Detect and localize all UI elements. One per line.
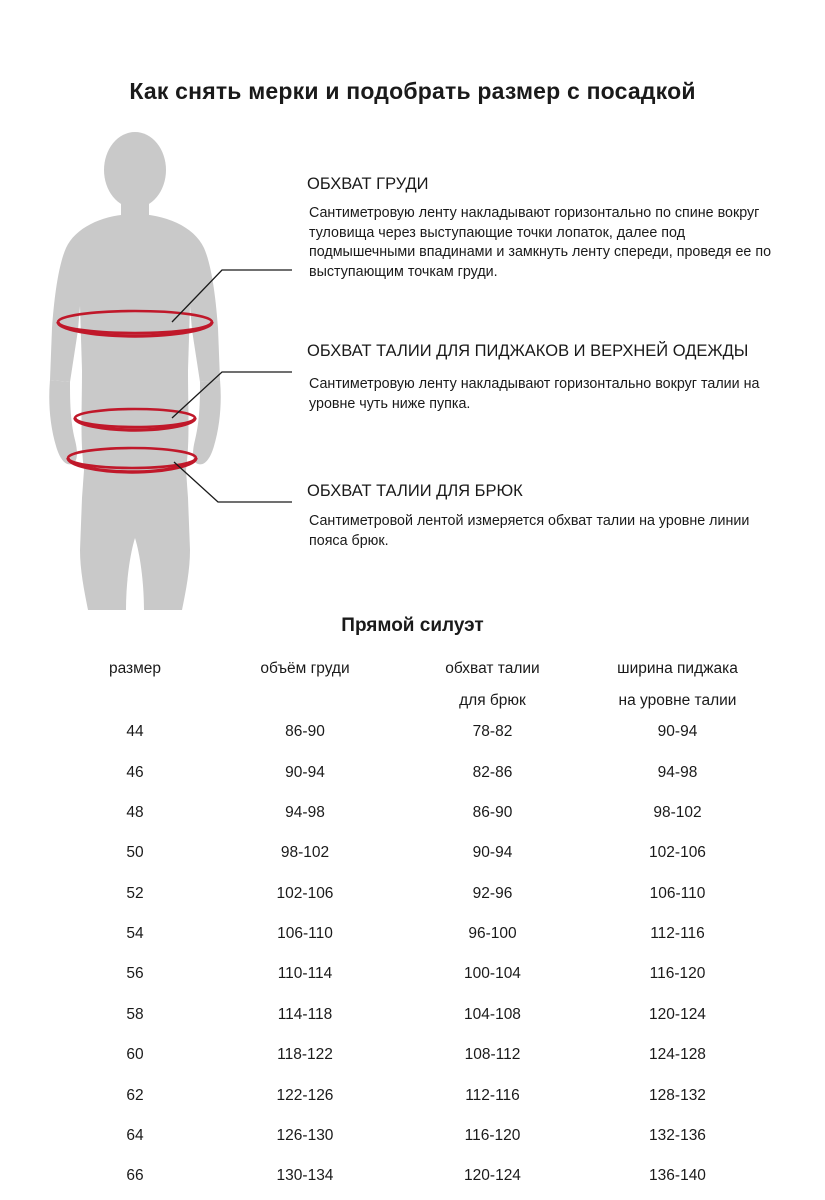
table-row (60, 712, 770, 752)
cell-waist: 120-124 (464, 1167, 521, 1185)
leader-line-trousers-waist (174, 462, 292, 502)
page-title: Как снять мерки и подобрать размер с посадкой (129, 78, 696, 104)
column-header-size (60, 660, 210, 712)
cell-jacket-width: 120-124 (649, 1005, 706, 1023)
cell-size: 48 (126, 803, 144, 821)
cell-chest: 130-134 (276, 1167, 334, 1185)
cell-jacket-width: 106-110 (649, 884, 706, 902)
column-header-jacket-width-sub: на уровне талии (618, 692, 737, 709)
cell-jacket-width: 98-102 (653, 803, 702, 821)
table-row (60, 1156, 770, 1196)
cell-chest: 86-90 (285, 723, 325, 741)
cell-chest: 114-118 (277, 1005, 333, 1023)
table-row (60, 793, 770, 833)
cell-waist: 116-120 (464, 1126, 521, 1144)
cell-size: 66 (126, 1167, 144, 1185)
cell-chest: 94-98 (285, 803, 325, 821)
size-table (60, 660, 770, 1197)
measurement-heading-trousers-waist: ОБХВАТ ТАЛИИ ДЛЯ БРЮК (307, 482, 523, 500)
cell-jacket-width: 112-116 (650, 925, 705, 943)
table-row (60, 914, 770, 954)
cell-size: 60 (126, 1046, 144, 1064)
cell-waist: 104-108 (464, 1005, 521, 1023)
measurement-text-trousers-waist: Сантиметровой лентой измеряется обхват талии на уровне линии пояса брюк. (309, 513, 750, 549)
table-row (60, 1075, 770, 1115)
cell-jacket-width: 90-94 (657, 723, 698, 741)
table-header-row (60, 660, 770, 712)
cell-size: 46 (126, 763, 144, 781)
cell-jacket-width: 102-106 (649, 844, 706, 862)
column-header-size-main: размер (108, 660, 162, 677)
column-header-chest-main: объём груди (260, 660, 350, 677)
cell-size: 62 (126, 1086, 144, 1104)
cell-size: 56 (126, 965, 144, 983)
cell-waist: 92-96 (472, 884, 513, 902)
table-caption: Прямой силуэт (341, 615, 484, 636)
measurement-heading-jacket-waist: ОБХВАТ ТАЛИИ ДЛЯ ПИДЖАКОВ И ВЕРХНЕЙ ОДЕЖДЫ (307, 342, 749, 360)
column-header-chest (210, 660, 400, 712)
cell-jacket-width: 128-132 (649, 1086, 706, 1104)
measurement-text-jacket-waist: Сантиметровую ленту накладывают горизонтально вокруг талии на уровне чуть ниже пупка. (309, 376, 760, 412)
cell-chest: 98-102 (280, 844, 330, 862)
cell-waist: 90-94 (472, 844, 513, 862)
cell-chest: 126-130 (276, 1126, 334, 1144)
body-silhouette (49, 132, 221, 610)
cell-size: 52 (126, 884, 144, 902)
cell-jacket-width: 132-136 (649, 1126, 706, 1144)
cell-size: 50 (126, 844, 144, 862)
measurement-text-chest: Сантиметровую ленту накладывают горизонтально по спине вокруг туловища через выступающие точки лопаток, далее под подмышечными впадинами и замкнуть ленту спереди, проведя ее по выступающим точкам груди. (309, 205, 772, 280)
cell-waist: 96-100 (468, 925, 517, 943)
cell-size: 44 (126, 723, 144, 741)
column-header-waist (400, 660, 585, 712)
column-header-waist-main: обхват талии (445, 660, 540, 677)
cell-jacket-width: 94-98 (657, 763, 698, 781)
cell-waist: 100-104 (464, 965, 521, 983)
cell-size: 64 (126, 1126, 144, 1144)
table-row (60, 1035, 770, 1075)
cell-waist: 78-82 (472, 723, 513, 741)
column-header-waist-sub: для брюк (459, 692, 526, 709)
cell-jacket-width: 124-128 (649, 1046, 706, 1064)
cell-chest: 110-114 (277, 965, 333, 983)
table-row (60, 1116, 770, 1156)
body-figure-illustration (22, 130, 292, 610)
table-row (60, 833, 770, 873)
cell-size: 58 (126, 1005, 144, 1023)
cell-jacket-width: 136-140 (649, 1167, 706, 1185)
table-row (60, 995, 770, 1035)
table-row (60, 954, 770, 994)
cell-waist: 86-90 (472, 803, 513, 821)
cell-chest: 122-126 (276, 1086, 334, 1104)
column-header-jacket-width-main: ширина пиджака (617, 660, 738, 677)
cell-chest: 106-110 (277, 925, 333, 943)
cell-chest: 90-94 (285, 763, 325, 781)
column-header-jacket-width (585, 660, 770, 712)
size-table-body (60, 712, 770, 1197)
table-row (60, 752, 770, 792)
cell-waist: 112-116 (465, 1086, 520, 1104)
cell-jacket-width: 116-120 (649, 965, 706, 983)
cell-chest: 102-106 (276, 884, 334, 902)
table-row (60, 874, 770, 914)
leader-line-jacket-waist (172, 372, 292, 418)
cell-waist: 108-112 (464, 1046, 521, 1064)
cell-chest: 118-122 (277, 1046, 333, 1064)
measurement-heading-chest: ОБХВАТ ГРУДИ (307, 175, 429, 193)
cell-size: 54 (126, 925, 144, 943)
cell-waist: 82-86 (472, 763, 513, 781)
